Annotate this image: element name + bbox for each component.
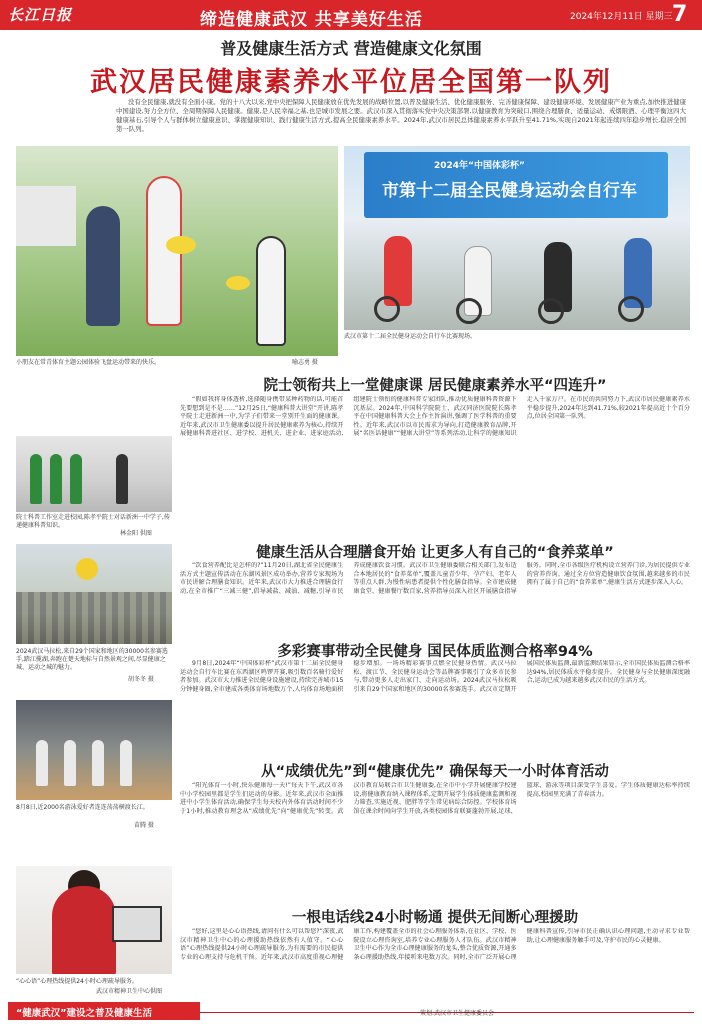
photo-swimmer bbox=[36, 740, 48, 786]
bicycle-wheel bbox=[618, 296, 644, 322]
photo-credit: 苗腾 摄 bbox=[134, 822, 154, 829]
photo-swimming bbox=[16, 700, 172, 800]
footer-credit: 策划:武汉市卫生健康委员会 bbox=[420, 1010, 495, 1017]
photo-cycling-race bbox=[344, 146, 690, 330]
article-headline: 武汉居民健康素养水平位居全国第一队列 bbox=[90, 67, 612, 98]
photo-credit: 胡冬冬 摄 bbox=[128, 676, 154, 683]
photo-academician-lecture bbox=[16, 436, 172, 512]
section-body: “假如我将身体透析,选择随身携带某种药物的话,可能首先要想到是不是……”12月25日,“健康科普大讲堂”开讲,陈孝平院士走进新洲一中,为学子们带来一堂别开生面的健康课。近年来,武汉市卫生健康委以提升居民健康素养为核心,持续开展健康科普进社区、进学校、进机关、进企业、进家庭活动,组建院士领衔的健康科普专家团队,推动优质健康科普资源下沉基层。2024年,中国科学院院士、武汉同济医院院长陈孝平在中国健康科普大会上作主旨演讲,强调了医学科普的重要性。近年来,武汉市以市民需求为导向,打造健康教育品牌,开展“名医话健康”“健康大讲堂”等系列活动,让科学的健康知识走入千家万户。在市民的共同努力下,武汉市居民健康素养水平稳步提升,2024年达到41.71%,较2021年提高近十个百分点,位居全国第一队列。 bbox=[180, 396, 690, 438]
photo-child bbox=[256, 236, 286, 346]
footer-tag-label: “健康武汉”建设之普及健康生活 bbox=[16, 1008, 152, 1019]
section-title: 健康生活从合理膳食开始 让更多人有自己的“食养菜单” bbox=[256, 545, 614, 561]
photo-swimmer bbox=[64, 740, 76, 786]
section-body: “饮食营养配比是怎样的?”11月20日,湖北省全民健康生活方式主题宣传活动在东湖风景区成功举办,营养专家现场为市民讲解合理膳食知识。近年来,武汉市大力推进合理膳食行动,在全市推广“三减三健”,倡导减盐、减油、减糖,引导市民养成健康饮食习惯。武汉市卫生健康委联合相关部门,发布适合本地居民的“食养菜单”,覆盖儿童青少年、孕产妇、老年人等重点人群,为慢性病患者提供个性化膳食指导。全市建成健康食堂、健康餐厅数百家,营养指导员深入社区开展膳食指导服务。同时,全市各级医疗机构设立营养门诊,为居民提供专业的营养咨询。通过全方位营造健康饮食氛围,越来越多的市民拥有了属于自己的“食养菜单”,健康生活方式逐步深入人心。 bbox=[180, 562, 690, 595]
photo-child bbox=[86, 206, 120, 326]
photo-tent bbox=[16, 186, 76, 246]
photo-caption: “心心语”心理热线提供24小时心理疏导服务。 bbox=[16, 978, 138, 985]
photo-caption: 8月8日,近2000名游泳爱好者连连荡荡横渡长江。 bbox=[16, 804, 149, 811]
photo-credit: 武汉市精神卫生中心供图 bbox=[96, 988, 163, 995]
section-title: 一根电话线24小时畅通 提供无间断心理援助 bbox=[291, 910, 579, 926]
photo-student bbox=[50, 454, 62, 504]
photo-caption: 小朋友在常青体育主题公园体验飞盘运动带来的快乐。 bbox=[16, 359, 161, 366]
banner-title: 市第十二届全民健身运动会自行车 bbox=[382, 181, 637, 201]
section-body: “阳光体育一小时,快乐健康每一天!”每天下午,武汉市各中小学校园里都是学生们运动的身影。近年来,武汉市全面推进中小学生体育活动,确保学生每天校内外体育活动时间不少于1小时,推动教育理念从“成绩优先”向“健康优先”转变。武汉市教育局联合市卫生健康委,在全市中小学开展健康学校建设,将健康教育纳入课程体系,定期开展学生体质健康监测和视力筛查,实施近视、肥胖等学生常见病综合防控。学校体育场馆在课余时间向学生开放,各类校园体育联赛蓬勃开展,足球、篮球、游泳等项目深受学生喜爱。学生体质健康达标率持续提高,校园里充满了青春活力。 bbox=[180, 782, 690, 815]
photo-credit: 林金阳 供图 bbox=[120, 530, 152, 537]
article-kicker: 普及健康生活方式 营造健康文化氛围 bbox=[220, 39, 482, 58]
section-title: 院士领衔共上一堂健康课 居民健康素养水平“四连升” bbox=[263, 378, 607, 394]
photo-marathon bbox=[16, 544, 172, 644]
photo-credit: 喻志勇 摄 bbox=[292, 359, 318, 366]
photo-academician bbox=[116, 454, 128, 504]
photo-swimmer bbox=[92, 740, 104, 786]
frisbee-disc bbox=[166, 236, 196, 254]
bicycle-wheel bbox=[374, 296, 400, 322]
page-number: 7 bbox=[672, 2, 688, 27]
photo-student bbox=[30, 454, 42, 504]
section-title: 多彩赛事带动全民健身 国民体质监测合格率94% bbox=[277, 644, 593, 660]
footer-column-tag bbox=[8, 1002, 200, 1020]
frisbee-disc bbox=[226, 276, 250, 290]
section-body: “您好,这里是心心语热线,请问有什么可以帮您?”深夜,武汉市精神卫生中心的心理援助热线依然有人值守。“心心语”心理热线提供24小时心理疏导服务,为有需要的市民提供专业的心理支持与危机干预。近年来,武汉市高度重视心理健康工作,构建覆盖全市的社会心理服务体系,在社区、学校、医院设立心理咨询室,培养专业心理服务人才队伍。武汉市精神卫生中心作为全市心理健康服务的龙头,整合优质资源,开通多条心理援助热线,年接听来电数万次。同时,全市广泛开展心理健康科普宣传,引导市民正确认识心理问题,主动寻求专业帮助,让心理健康服务触手可及,守护市民的心灵健康。 bbox=[180, 928, 690, 961]
masthead bbox=[0, 0, 702, 30]
section-body: 9月8日,2024年“中国体彩杯”武汉市第十二届全民健身运动会自行车比赛在东西湖区鸣锣开赛,吸引数百名骑行爱好者参加。武汉市大力推进全民健身设施建设,持续完善城市15分钟健身圈,全市建成各类体育场地数万个,人均体育场地面积稳步增加。一场场精彩赛事点燃全民健身热情。武汉马拉松、渡江节、全民健身运动会等品牌赛事吸引了众多市民参与,带动更多人走出家门、走向运动场。2024武汉马拉松吸引来自29个国家和地区的30000名参赛选手。武汉市定期开展国民体质监测,最新监测结果显示,全市国民体质监测合格率达94%,居民体质水平稳步提升。全民健身与全民健康深度融合,运动已成为越来越多武汉市民的生活方式。 bbox=[180, 660, 690, 693]
photo-caption: 院士科普工作室走进校园,陈孝平院士对话新洲一中学子,传递健康科普知识。 bbox=[16, 514, 170, 529]
balloon bbox=[76, 558, 98, 580]
masthead-slogan: 缔造健康武汉 共享美好生活 bbox=[200, 10, 423, 30]
banner-subtitle: 2024年“中国体彩杯” bbox=[434, 161, 525, 171]
photo-runners bbox=[16, 592, 172, 644]
photo-swimmer bbox=[120, 740, 132, 786]
computer-screen bbox=[112, 906, 162, 942]
photo-student bbox=[70, 454, 82, 504]
article-lead: 没有全民健康,就没有全面小康。党的十八大以来,党中央把保障人民健康放在优先发展的战略位置,以普及健康生活、优化健康服务、完善健康保障、建设健康环境、发展健康产业为重点,加快推进健康中国建设,努力全方位、全周期保障人民健康。健康,是人民幸福之基,也是城市发展之要。武汉市深入贯彻落实党中央决策部署,以健康教育为突破口,围绕合理膳食、适量运动、戒烟限酒、心理平衡这四大健康基石,引导个人与群体树立健康意识、掌握健康知识、践行健康生活方式,提高全民健康素养水平。2024年,武汉市居民总体健康素养水平跃升至41.71%,实现自2021年起连续四年稳步增长,稳居全国第一队列。 bbox=[116, 98, 686, 133]
issue-date: 2024年12月11日 星期三 bbox=[570, 12, 673, 22]
bicycle-wheel bbox=[456, 298, 482, 324]
photo-operator bbox=[52, 886, 116, 974]
photo-caption: 武汉市第十二届全民健身运动会自行车比赛现场。 bbox=[344, 333, 477, 340]
section-title: 从“成绩优先”到“健康优先” 确保每天一小时体育活动 bbox=[261, 764, 609, 780]
photo-hotline-operator bbox=[16, 866, 172, 974]
photo-kids-frisbee bbox=[16, 146, 338, 356]
event-banner bbox=[364, 152, 668, 218]
paper-name: 长江日报 bbox=[8, 6, 73, 24]
photo-caption: 2024武汉马拉松,来自29个国家和地区的30000名参赛选手,踏江揽湖,奔跑在楚天地标与自然景观之间,尽显健康之城、运动之城的魅力。 bbox=[16, 648, 168, 671]
bicycle-wheel bbox=[538, 298, 564, 324]
